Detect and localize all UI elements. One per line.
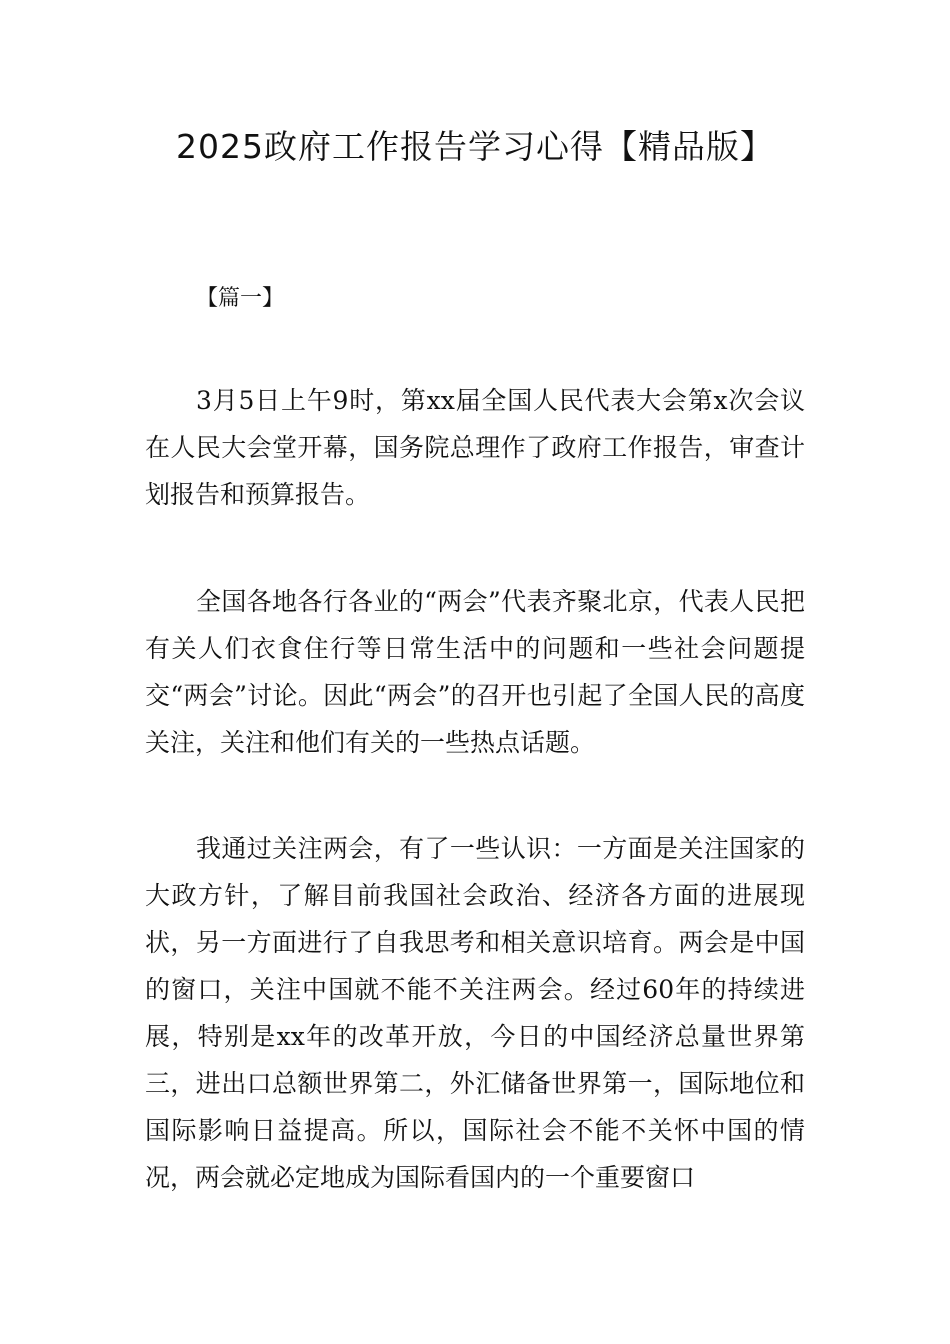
paragraph-3: 我通过关注两会，有了一些认识：一方面是关注国家的大政方针，了解目前我国社会政治、经济各方面的进展现状，另一方面进行了自我思考和相关意识培育。两会是中国的窗口，关注中国就不能不关注两会。经过60年的持续进展，特别是xx年的改革开放，今日的中国经济总量世界第三，进出口总额世界第二，外汇储备世界第一，国际地位和国际影响日益提高。所以，国际社会不能不关怀中国的情况，两会就必定地成为国际看国内的一个重要窗口 (145, 834, 805, 1192)
paragraph-1: 3月5日上午9时，第xx届全国人民代表大会第x次会议在人民大会堂开幕，国务院总理作了政府工作报告，审查计划报告和预算报告。 (145, 386, 805, 509)
document-title: 2025政府工作报告学习心得【精品版】 (176, 127, 774, 166)
paragraph-2: 全国各地各行各业的“两会”代表齐聚北京，代表人民把有关人们衣食住行等日常生活中的问题和一些社会问题提交“两会”讨论。因此“两会”的召开也引起了全国人民的高度关注，关注和他们有关的一些热点话题。 (145, 587, 805, 757)
section-label: 【篇一】 (196, 286, 285, 311)
